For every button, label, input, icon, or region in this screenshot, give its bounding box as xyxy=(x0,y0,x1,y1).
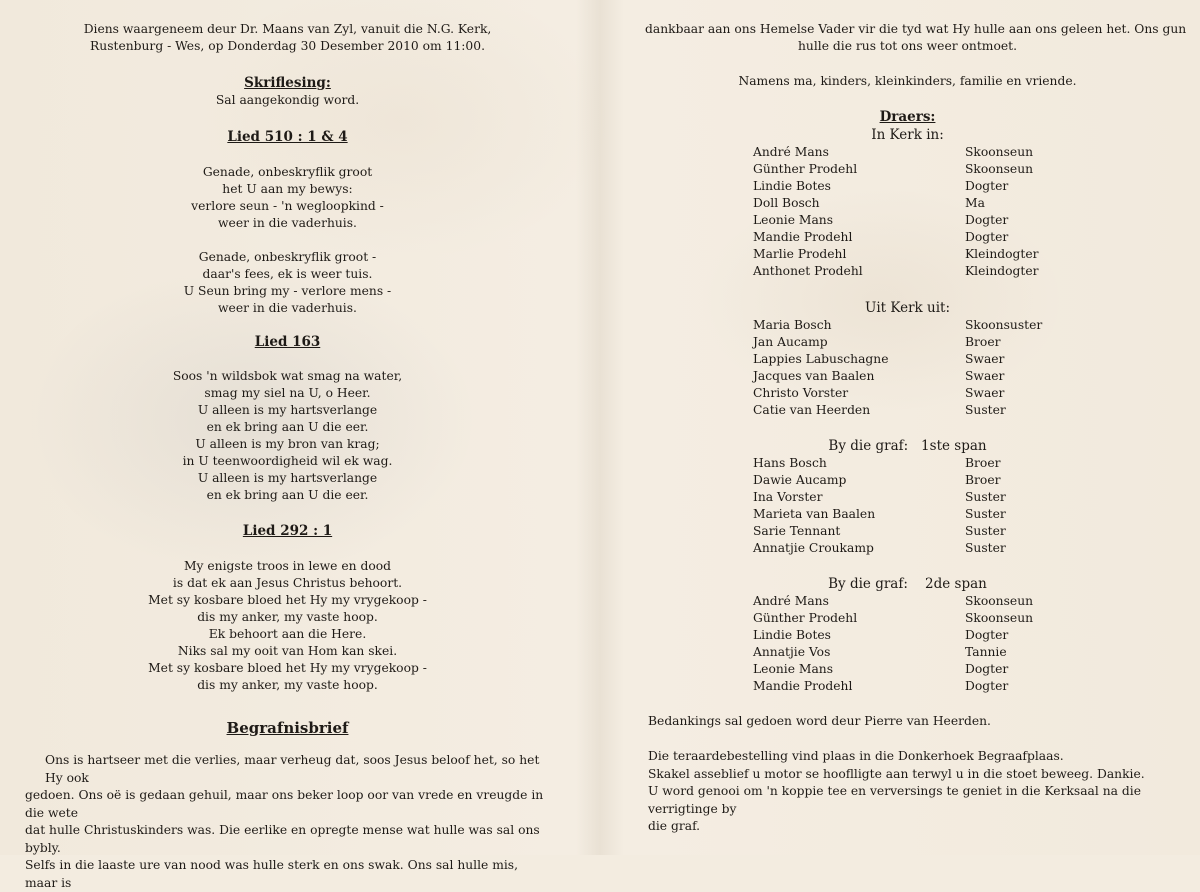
verse-line: Niks sal my ooit van Hom kan skei. xyxy=(177,644,398,658)
verse-line: weer in die vaderhuis. xyxy=(218,216,357,230)
bearer-name: Mandie Prodehl xyxy=(753,679,853,693)
list-item xyxy=(753,523,1006,540)
thanks-note: Bedankings sal gedoen word deur Pierre van Heerden. xyxy=(648,714,991,728)
bearer-name: Maria Bosch xyxy=(753,318,832,332)
bearer-name: André Mans xyxy=(753,145,829,159)
verse-line: in U teenwoordigheid wil ek wag. xyxy=(182,454,393,468)
list-item xyxy=(753,144,1039,161)
bearer-relation: Broer xyxy=(965,473,1001,487)
bearer-name: Doll Bosch xyxy=(753,196,820,210)
hymn-verse xyxy=(25,249,550,317)
hymn-510 xyxy=(25,128,550,317)
notice-line: Skakel asseblief u motor se hooflligte aan terwyl u in die stoet beweeg. Dankie. xyxy=(648,766,1145,781)
hymn-163 xyxy=(25,333,550,504)
reading-section xyxy=(25,74,550,109)
bearer-relation: Dogter xyxy=(965,213,1009,227)
bearer-name: Günther Prodehl xyxy=(753,611,858,625)
bearer-name: Leonie Mans xyxy=(753,662,834,676)
letter-line: gedoen. Ons oë is gedaan gehuil, maar ons beker loop oor van vrede en vreugde in die wete xyxy=(25,788,544,820)
bearer-name: Lindie Botes xyxy=(753,628,831,642)
verse-line: weer in die vaderhuis. xyxy=(218,301,357,315)
bearer-relation: Dogter xyxy=(965,679,1009,693)
bearer-relation: Suster xyxy=(965,403,1006,417)
list-item xyxy=(753,506,1006,523)
bearer-name: Lappies Labuschagne xyxy=(753,352,889,366)
verse-line: dis my anker, my vaste hoop. xyxy=(197,678,378,692)
list-item xyxy=(753,317,1042,334)
list-item xyxy=(753,212,1039,229)
bearer-relation: Tannie xyxy=(965,645,1007,659)
list-item xyxy=(753,644,1033,661)
bearer-relation: Swaer xyxy=(965,369,1005,383)
bearer-relation: Broer xyxy=(965,335,1001,349)
notice-line: Die teraardebestelling vind plaas in die Donkerhoek Begraafplaas. xyxy=(648,749,1064,763)
letter-line: Ons is hartseer met die verlies, maar verheug dat, soos Jesus beloof het, so het Hy ook xyxy=(45,753,540,785)
bearer-name: Mandie Prodehl xyxy=(753,230,853,244)
bearer-relation: Suster xyxy=(965,490,1006,504)
grave-team-1 xyxy=(645,437,1170,557)
bearer-name: Günther Prodehl xyxy=(753,162,858,176)
bearer-relation: Skoonseun xyxy=(965,594,1034,608)
grave-team-2 xyxy=(645,575,1170,695)
bearer-name: Jan Aucamp xyxy=(753,335,828,349)
verse-line: en ek bring aan U die eer. xyxy=(206,488,369,502)
hymn-title: Lied 292 : 1 xyxy=(242,523,333,539)
verse-line: is dat ek aan Jesus Christus behoort. xyxy=(172,576,403,590)
verse-line: smag my siel na U, o Heer. xyxy=(204,386,371,400)
letter-body xyxy=(25,752,550,892)
funeral-letter xyxy=(25,718,550,892)
bearer-name: Catie van Heerden xyxy=(753,403,871,417)
list-item xyxy=(753,402,1042,419)
verse-line: Soos 'n wildsbok wat smag na water, xyxy=(172,369,403,383)
bearer-name: Marieta van Baalen xyxy=(753,507,876,521)
verse-line: Met sy kosbare bloed het Hy my vrygekoop - xyxy=(148,661,427,675)
bearer-name: André Mans xyxy=(753,594,829,608)
bearer-relation: Skoonseun xyxy=(965,145,1034,159)
out-church-section xyxy=(645,299,1170,419)
list-item xyxy=(753,195,1039,212)
bearer-relation: Skoonseun xyxy=(965,611,1034,625)
hymn-verse xyxy=(25,164,550,232)
list-item xyxy=(753,263,1039,280)
bearers-title: Draers: xyxy=(879,109,936,125)
grave1-title: By die graf: 1ste span xyxy=(828,438,987,454)
service-info xyxy=(25,21,550,55)
bearer-relation: Dogter xyxy=(965,662,1009,676)
reading-title: Skriflesing: xyxy=(244,75,331,91)
bearer-relation: Ma xyxy=(965,196,985,210)
bearer-relation: Dogter xyxy=(965,179,1009,193)
list-item xyxy=(753,661,1033,678)
service-line: Diens waargeneem deur Dr. Maans van Zyl, vanuit die N.G. Kerk, xyxy=(83,22,492,36)
bearer-name: Hans Bosch xyxy=(753,456,827,470)
list-item xyxy=(753,593,1033,610)
list-item xyxy=(753,368,1042,385)
bearer-name: Marlie Prodehl xyxy=(753,247,847,261)
bearer-name: Leonie Mans xyxy=(753,213,834,227)
verse-line: Genade, onbeskryflik groot - xyxy=(198,250,377,264)
grave2-title: By die graf: 2de span xyxy=(828,576,987,592)
bearer-name: Annatjie Croukamp xyxy=(753,541,874,555)
bearer-name: Dawie Aucamp xyxy=(753,473,847,487)
bearer-relation: Broer xyxy=(965,456,1001,470)
bearer-relation: Suster xyxy=(965,524,1006,538)
verse-line: Ek behoort aan die Here. xyxy=(208,627,367,641)
verse-line: My enigste troos in lewe en dood xyxy=(183,559,392,573)
bearer-relation: Suster xyxy=(965,507,1006,521)
list-item xyxy=(753,627,1033,644)
notice-line: die graf. xyxy=(648,819,701,833)
bearer-relation: Swaer xyxy=(965,352,1005,366)
hymn-verse xyxy=(25,558,550,694)
letter-line: Selfs in die laaste ure van nood was hulle sterk en ons swak. Ons sal hulle mis, maar is xyxy=(25,858,519,890)
bearer-relation: Dogter xyxy=(965,628,1009,642)
bearer-relation: Kleindogter xyxy=(965,264,1039,278)
bearer-relation: Skoonsuster xyxy=(965,318,1043,332)
verse-line: U Seun bring my - verlore mens - xyxy=(183,284,392,298)
out-church-list xyxy=(753,317,1042,419)
list-item xyxy=(753,161,1039,178)
service-line: Rustenburg - Wes, op Donderdag 30 Desember 2010 om 11:00. xyxy=(90,39,485,53)
hymn-292 xyxy=(25,522,550,694)
verse-line: dis my anker, my vaste hoop. xyxy=(197,610,378,624)
letter-title: Begrafnisbrief xyxy=(226,719,349,737)
bearer-relation: Skoonseun xyxy=(965,162,1034,176)
reading-text: Sal aangekondig word. xyxy=(215,93,360,107)
in-church-title: In Kerk in: xyxy=(871,127,944,143)
hymn-title: Lied 163 xyxy=(254,334,321,350)
list-item xyxy=(753,472,1006,489)
list-item xyxy=(753,678,1033,695)
letter-line: dat hulle Christuskinders was. Die eerlike en opregte mense wat hulle was sal ons bybly. xyxy=(25,823,540,855)
hymn-title: Lied 510 : 1 & 4 xyxy=(227,129,348,145)
bearer-name: Annatjie Vos xyxy=(753,645,831,659)
verse-line: en ek bring aan U die eer. xyxy=(206,420,369,434)
list-item xyxy=(753,178,1039,195)
verse-line: Genade, onbeskryflik groot xyxy=(202,165,373,179)
list-item xyxy=(753,385,1042,402)
list-item xyxy=(753,610,1033,627)
verse-line: U alleen is my bron van krag; xyxy=(195,437,380,451)
verse-line: daar's fees, ek is weer tuis. xyxy=(202,267,373,281)
bearer-relation: Swaer xyxy=(965,386,1005,400)
list-item xyxy=(753,351,1042,368)
letter-line: hulle die rus tot ons weer ontmoet. xyxy=(798,39,1017,53)
verse-line: verlore seun - 'n wegloopkind - xyxy=(191,199,384,213)
notices xyxy=(648,748,1173,836)
out-church-title: Uit Kerk uit: xyxy=(864,300,951,316)
verse-line: Met sy kosbare bloed het Hy my vrygekoop - xyxy=(148,593,427,607)
bearer-relation: Dogter xyxy=(965,230,1009,244)
list-item xyxy=(753,229,1039,246)
verse-line: U alleen is my hartsverlange xyxy=(197,471,378,485)
notice-line: U word genooi om 'n koppie tee en verversings te geniet in die Kerksaal na die verrigtinge by xyxy=(648,784,1141,816)
verse-line: U alleen is my hartsverlange xyxy=(197,403,378,417)
bearer-name: Christo Vorster xyxy=(753,386,849,400)
bearers-section xyxy=(645,108,1170,280)
list-item xyxy=(753,489,1006,506)
grave1-list xyxy=(753,455,1006,557)
list-item xyxy=(753,334,1042,351)
bearer-name: Anthonet Prodehl xyxy=(753,264,863,278)
bearer-relation: Suster xyxy=(965,541,1006,555)
bearer-name: Jacques van Baalen xyxy=(753,369,875,383)
in-church-list xyxy=(753,144,1039,280)
grave2-list xyxy=(753,593,1033,695)
bearer-name: Sarie Tennant xyxy=(753,524,841,538)
letter-line: dankbaar aan ons Hemelse Vader vir die tyd wat Hy hulle aan ons geleen het. Ons gun xyxy=(645,22,1187,36)
bearer-name: Ina Vorster xyxy=(753,490,823,504)
bearer-name: Lindie Botes xyxy=(753,179,831,193)
list-item xyxy=(753,540,1006,557)
list-item xyxy=(753,246,1039,263)
hymn-verse xyxy=(25,368,550,504)
letter-continued xyxy=(645,21,1187,55)
verse-line: het U aan my bewys: xyxy=(222,182,353,196)
list-item xyxy=(753,455,1006,472)
bearer-relation: Kleindogter xyxy=(965,247,1039,261)
on-behalf: Namens ma, kinders, kleinkinders, familie en vriende. xyxy=(738,74,1077,88)
